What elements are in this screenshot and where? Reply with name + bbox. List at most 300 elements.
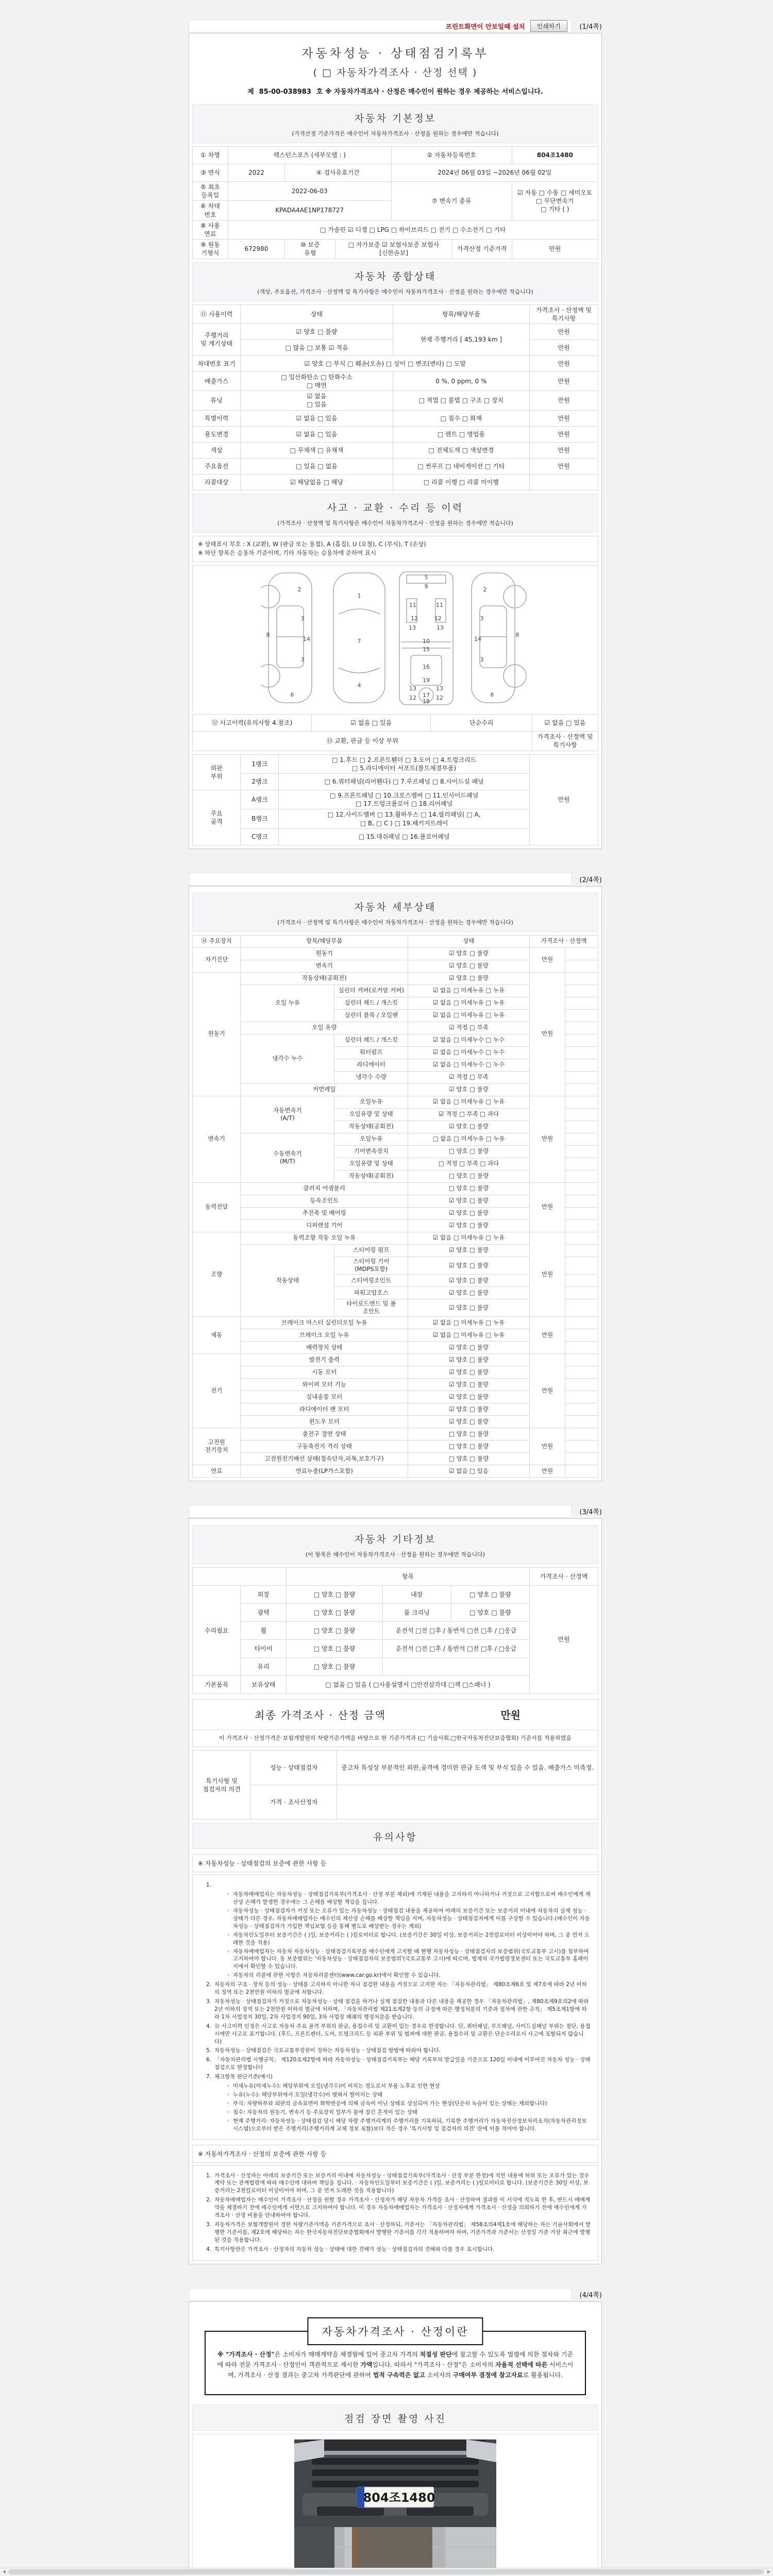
notice-item — [198, 2196, 591, 2219]
detail-status-table-cell[interactable]: ☑ 양호 □ 불량 — [408, 972, 530, 985]
etc-info-table-cell[interactable]: □ 양호 □ 불량 — [286, 1621, 382, 1639]
note-line: ※ 하단 항목은 승용차 기준이며, 기타 자동차는 승용차에 준하여 표시 — [198, 549, 377, 557]
overall-status-table-cell[interactable]: □ 많음 □ 보통 ☑ 적음 — [241, 340, 393, 355]
notice-bullet-text: 누유(누수): 해당부위에서 오일(냉각수)이 맺혀서 떨어지는 상태 — [233, 2091, 383, 2098]
note-line: ※ 상태표시 부호 : X (교환), W (판금 또는 용접), A (흠집), U (요철), C (부식), T (손상) — [198, 540, 426, 548]
detail-status-table-cell: 파워고압호스 — [334, 1286, 408, 1299]
detail-status-table-cell: 오일유량 및 상태 — [334, 1108, 408, 1121]
detail-status-table-cell: 추진축 및 베어링 — [241, 1207, 408, 1219]
toolbar-strip — [189, 873, 572, 886]
panel-rank-table-cell: 1랭크 — [241, 754, 279, 773]
etc-info-table-cell: 타이어 — [241, 1639, 287, 1657]
basic-info-table — [192, 146, 598, 259]
notice-item-text: 자동차성능 · 상태점검자가 거짓으로 자동차성능 · 상태 점검을 하거나 실제 점검한 내용과 다른 내용을 제공한 경우 「자동차관리법」, 제80조제9호의2에 따라 2년 이하의 징역 또는 2천만원 이하의 벌금에 처하며, 「자동차관리법 제21조제2항 등의 규정에 따른 행정처분의 기준과 절차에 관한 규칙」 제5조제1항에 따라 1차 사업정지 30일, 2차 사업정지 90일, 3차 사업장 폐쇄의 행정처분을 받습니다. — [214, 1998, 589, 2020]
notice-bullet-text: 자동차의 리콜에 관한 사항은 자동차리콜센터(www.car.go.kr)에서 확인할 수 있습니다. — [233, 1972, 441, 1979]
notice-bullet — [227, 1972, 591, 1979]
detail-status-table-cell — [565, 1403, 598, 1415]
basic-info-table-cell: 2024년 06월 03일 ~2026년 06월 02일 — [391, 164, 598, 182]
detail-status-table-cell[interactable]: ☑ 양호 □ 불량 — [408, 1083, 530, 1096]
detail-status-table-cell: 만원 — [530, 1182, 565, 1232]
detail-status-table-cell[interactable]: ☑ 없음 □ 미세누유 □ 누유 — [408, 1329, 530, 1341]
detail-status-table-cell: 조향 — [193, 1232, 241, 1316]
panel-rank-table-cell[interactable]: □ 1.후드 □ 2.프론트휀더 □ 3.도어 □ 4.트렁크리드 □ 5.라디에이터 서포트(볼트체결부품) — [279, 754, 530, 773]
diagram-part-11: 11 — [436, 602, 443, 609]
diagram-part-12: 12 — [434, 615, 442, 622]
overall-status-table-cell[interactable]: ☑ 해당없음 □ 해당 — [241, 474, 393, 490]
detail-status-table-cell[interactable]: ☑ 양호 □ 불량 — [408, 1195, 530, 1207]
detail-status-table-cell[interactable]: ☑ 양호 □ 불량 — [408, 1366, 530, 1378]
detail-status-table-cell: 상태 — [408, 935, 530, 947]
price-survey-info-box — [205, 2325, 586, 2395]
section-subtitle: (색상, 주요옵션, 가격조사 · 산정액 및 특기사항은 매수인이 자동차가격조사 · 산정을 원하는 경우에만 적습니다) — [257, 288, 533, 295]
diagram-part-13: 13 — [409, 624, 416, 632]
detail-status-table-cell: 고전원전기배선 상태(접속단자,피복,보호기구) — [241, 1452, 408, 1465]
etc-info-table-cell[interactable]: □ 양호 □ 불량 — [451, 1603, 529, 1621]
overall-status-table-cell: 만원 — [530, 410, 598, 426]
etc-info-table-cell[interactable]: 운전석 □전 □후 / 동반석 □전 □후 / □응급 — [382, 1639, 529, 1657]
info-text-segment: 법적 구속력은 없고 — [373, 2371, 425, 2379]
section-band — [192, 262, 598, 301]
detail-status-table-cell: 배력장치 상태 — [241, 1341, 408, 1353]
page-toolbar-1 — [189, 20, 602, 32]
detail-status-table-cell: 전기 — [193, 1353, 241, 1428]
accident-history-table-cell: ⑬ 교환, 판금 등 이상 부위 — [193, 732, 532, 751]
notice-item-number: 1. — [206, 1882, 211, 1889]
detail-status-table-cell: 만원 — [530, 947, 565, 972]
basic-info-table-cell: ④ 검사유효기간 — [285, 164, 392, 182]
etc-info-table-cell: 외장 — [241, 1585, 287, 1603]
overall-status-table-cell: 주요옵션 — [193, 458, 241, 474]
detail-status-table-cell[interactable]: ☑ 적정 □ 부족 — [408, 1022, 530, 1034]
detail-status-table-cell[interactable]: ☑ 없음 □ 미세누유 □ 누유 — [408, 1009, 530, 1022]
basic-info-table-cell[interactable]: □ 자가보증 ☑ 보험사보증 보험사[신한손보] — [335, 240, 452, 259]
overall-status-table-cell[interactable]: ☑ 없음 □ 있음 — [241, 426, 393, 442]
overall-status-table-cell: 만원 — [530, 324, 598, 340]
diagram-part-12: 12 — [409, 694, 416, 702]
detail-status-table-cell — [565, 1121, 598, 1133]
basic-info-table-cell: ① 차명 — [193, 147, 228, 164]
doc-note: ※ 자동차가격조사 · 산정은 매수인이 원하는 경우 제공하는 서비스입니다. — [325, 88, 543, 96]
notice-item-number: 1. — [206, 2172, 211, 2179]
detail-status-table-cell[interactable]: ☑ 양호 □ 불량 — [408, 1341, 530, 1353]
toolbar-strip — [189, 20, 572, 32]
detail-status-table-cell: 만원 — [530, 1096, 565, 1182]
bullet-icon: ◦ — [227, 1931, 230, 1938]
detail-status-table-cell[interactable]: ☑ 없음 □ 미세누수 □ 누수 — [408, 1046, 530, 1059]
page-indicator: (4/4쪽) — [579, 2291, 602, 2299]
detail-status-table-cell[interactable]: ☑ 없음 □ 미세누유 □ 누유 — [408, 997, 530, 1009]
accident-history-table — [192, 714, 598, 751]
detail-status-table-cell: 작동상태(공회전) — [241, 972, 408, 985]
diagram-part-15: 15 — [423, 646, 430, 653]
bullet-icon: ◦ — [227, 2117, 230, 2124]
detail-status-table-cell: 고전원 전기장치 — [193, 1428, 241, 1465]
price-survey-option[interactable]: ( □ 자동차가격조사 · 산정 선택 ) — [313, 67, 478, 78]
etc-info-table-cell: 만원 — [530, 1585, 598, 1693]
detail-status-table-cell — [565, 1341, 598, 1353]
basic-info-table-cell: ② 자동차등록번호 — [391, 147, 512, 164]
etc-info-table-cell — [382, 1657, 529, 1675]
diagram-part-11: 11 — [409, 602, 416, 609]
detail-status-table-cell — [565, 1391, 598, 1403]
overall-status-table-cell: 현재 주행거리 [ 45,193 km ] — [393, 324, 530, 355]
etc-info-table-cell — [193, 1567, 287, 1585]
bullet-icon: ◦ — [227, 1908, 230, 1914]
bullet-icon: ◦ — [227, 2100, 230, 2107]
etc-info-table-cell: 항목 — [286, 1567, 529, 1585]
detail-status-table-cell: 만원 — [530, 972, 565, 1096]
detail-status-table-cell — [565, 1299, 598, 1316]
overall-status-table-cell: ⑪ 사용이력 — [193, 304, 241, 324]
detail-status-table-cell — [565, 1046, 598, 1059]
scroll-left-icon[interactable]: ◀ — [2, 2569, 6, 2574]
overall-status-table-cell[interactable]: □ 침수 □ 화재 — [393, 410, 530, 426]
print-install-notice[interactable]: 프린트화면이 안보일때 설치 — [446, 22, 525, 30]
diagram-part-3: 3 — [480, 615, 484, 622]
notice-item-text: ⑫ 사고이력 인정은 사고로 자동차 주요 골격 부위의 판금, 용접수리 및 교환이 있는 경우로 한정합니다. 단, 쿼터패널, 루프패널, 사이드실패널 부위는 절단, 용접 시에만 사고로 표기합니다. (후드, 프론트펜더, 도어, 트렁크리드 등 외판 부위 및 범퍼에 대한 판금, 용접수리 및 교환은 단순수리로서 사고에 포함되지 않습니다) — [214, 2023, 591, 2045]
doc-no-suffix: 호 — [316, 88, 325, 96]
basic-info-table-cell: ⑨ 원동 기형식 — [193, 240, 228, 259]
detail-status-table-cell[interactable]: ☑ 양호 □ 불량 — [408, 1353, 530, 1366]
overall-status-table-cell[interactable]: □ 무채색 □ 유채색 — [241, 442, 393, 458]
etc-info-table-cell[interactable]: □ 양호 □ 불량 — [286, 1657, 382, 1675]
document-page-3 — [189, 1518, 602, 2264]
detail-status-table-cell — [565, 1182, 598, 1195]
final-price-note[interactable]: 이 가격조사 · 산정가격은 보험개발원의 차량기준가액을 바탕으로 한 기준가격과 (□ 기술사회,□한국자동차진단보증협회) 기준서를 적용하였음 — [193, 1730, 598, 1747]
diagram-part-9: 9 — [424, 583, 428, 590]
detail-status-table-cell[interactable]: ☑ 없음 □ 미세누유 □ 누유 — [408, 985, 530, 997]
notice-bullet-text: 자동차매매업자는 자동차성능 · 상태점검기록부(가격조사 · 산정 부분 제외)에 기재된 내용을 고지하지 아니하거나 거짓으로 고지함으로써 매수인에게 재산상 손해가 발생한 경우에는 그 손해를 배상할 책임을 집니다. — [233, 1891, 591, 1906]
panel-rank-table-cell[interactable]: □ 6.쿼터패널(리어휀다) □ 7.루프패널 □ 8.사이드실 패널 — [279, 774, 530, 790]
detail-status-table-cell — [565, 1083, 598, 1096]
detail-status-table-cell[interactable]: ☑ 양호 □ 불량 — [408, 1403, 530, 1415]
info-text-segment: 적절성 판단 — [419, 2350, 452, 2358]
overall-status-table-cell: 색상 — [193, 442, 241, 458]
document-page-2 — [189, 886, 602, 1481]
overall-status-table-cell: 만원 — [530, 426, 598, 442]
detail-status-table-cell[interactable]: ☑ 없음 □ 있음 — [408, 1465, 530, 1477]
panel-rank-table-cell[interactable]: □ 12.사이드멤버 □ 13.휠하우스 □ 14.필러패널( □ A, □ B, □ C ) □ 19.패키지트레이 — [279, 809, 530, 828]
bullet-icon: ◦ — [227, 2109, 230, 2115]
basic-info-table-cell[interactable]: □ 가솔린 ☑ 디젤 □ LPG □ 하이브리드 □ 전기 □ 수소전기 □ 기타 — [228, 220, 598, 239]
detail-status-table-cell[interactable]: ☑ 양호 □ 불량 — [408, 1391, 530, 1403]
overall-status-table-cell[interactable]: ☑ 없음 □ 있음 — [241, 391, 393, 410]
diagram-part-3: 3 — [300, 656, 305, 664]
diagram-part-7: 7 — [357, 638, 361, 645]
notice-item — [198, 1882, 591, 1889]
detail-status-table-cell: 실린더 헤드 / 개스킷 — [334, 997, 408, 1009]
document-column — [189, 0, 602, 2576]
detail-status-table-cell: 만원 — [530, 1316, 565, 1353]
diagram-part-13: 13 — [409, 685, 416, 692]
scrollbar-thumb[interactable] — [8, 2569, 764, 2574]
accident-history-table-cell[interactable]: ☑ 없음 □ 있음 — [312, 715, 431, 732]
detail-status-table-cell[interactable]: ☑ 없음 □ 미세누유 □ 누유 — [408, 1096, 530, 1108]
detail-status-table-cell: 오일유량 및 상태 — [334, 1158, 408, 1170]
notice-bullet-text: 현재 주행거리: 자동차성능 · 상태점검 당시 해당 차량 주행거리계의 주행거리를 기록하되, 기록한 주행거리가 자동차전산정보처리조직(자동차관리정보시스템)으로부터 받은 주행거리(주행거리계 교체 정보 포함)보다 적은 경우 '특기사항 및 점검자의 의견' 란에 이를 적어야 합니다. — [233, 2117, 587, 2132]
detail-status-table-cell: 충전구 절연 상태 — [241, 1428, 408, 1440]
detail-status-table-cell — [565, 1059, 598, 1071]
detail-status-table-cell[interactable]: □ 양호 □ 불량 — [408, 1440, 530, 1452]
detail-status-table-cell[interactable]: □ 없음 □ 미세누유 □ 누유 — [408, 1133, 530, 1145]
notice-bullet — [227, 1931, 591, 1947]
final-price-label: 최종 가격조사 · 산정 금액 — [255, 1709, 386, 1722]
accident-history-table-cell: 가격조사 · 산정액 및 특기사항 — [532, 732, 598, 751]
detail-status-table-cell: 항목/해당부품 — [241, 935, 408, 947]
detail-status-table-cell: 실린더 블록 / 오일팬 — [334, 1009, 408, 1022]
section-title: 자동차 기타정보 — [354, 1533, 436, 1545]
detail-status-table-cell: 브레이크 마스터 실린더오일 누유 — [241, 1316, 408, 1329]
notice-item — [198, 1998, 591, 2021]
overall-status-table-cell[interactable]: □ 일산화탄소 □ 탄화수소 □ 매연 — [241, 371, 393, 391]
detail-status-table-cell[interactable]: ☑ 없음 □ 미세누유 □ 누유 — [408, 1316, 530, 1329]
detail-status-table-cell[interactable]: ☑ 양호 □ 불량 — [408, 1274, 530, 1286]
detail-status-table-cell: 라디에이터 — [334, 1059, 408, 1071]
accident-history-table-cell: ⑫ 사고이력(유의사항 4.참조) — [193, 715, 312, 732]
detail-status-table-cell: 작동상태 — [241, 1244, 334, 1316]
info-text-segment: 로 활용됩니다. — [523, 2371, 563, 2379]
diagram-part-5: 5 — [424, 574, 428, 581]
detail-status-table-cell[interactable]: ☑ 양호 □ 불량 — [408, 1121, 530, 1133]
overall-status-table-cell[interactable]: ☑ 양호 □ 부식 □ 훼손(오손) □ 상이 □ 변조(변타) □ 도말 — [241, 355, 530, 371]
detail-status-table-cell[interactable]: ☑ 양호 □ 불량 — [408, 1286, 530, 1299]
detail-status-table-cell — [565, 1378, 598, 1391]
diagram-part-14: 14 — [303, 636, 310, 643]
detail-status-table-cell[interactable]: ☑ 없음 □ 미세누유 □ 누유 — [408, 1232, 530, 1244]
doc-number: 85-00-038983 — [259, 88, 311, 96]
diagram-part-1: 1 — [357, 592, 361, 600]
overall-status-table-cell — [530, 474, 598, 490]
section-subtitle: (이 항목은 매수인이 자동차가격조사 · 산정을 원하는 경우에만 적습니다) — [305, 1551, 485, 1558]
print-button[interactable]: 인쇄하기 — [530, 20, 567, 32]
detail-status-table-cell — [565, 1232, 598, 1244]
overall-status-table-cell[interactable]: □ 적법 □ 불법 □ 구조 □ 장치 — [393, 391, 530, 410]
diagram-part-8: 8 — [266, 632, 270, 639]
accident-history-table-cell[interactable]: ☑ 없음 □ 있음 — [532, 715, 598, 732]
detail-status-table-cell: 워터펌프 — [334, 1046, 408, 1059]
basic-info-table-cell: ⑤ 최초 등록일 — [193, 182, 228, 201]
section-band — [192, 1525, 598, 1564]
inspection-photo-front — [192, 2434, 598, 2576]
detail-status-table-cell — [565, 1207, 598, 1219]
panel-rank-table-cell: 주요 골격 — [193, 790, 241, 845]
notice-price-body — [192, 2165, 598, 2261]
car-damage-diagram — [192, 565, 598, 711]
panel-rank-table-cell: 2랭크 — [241, 774, 279, 790]
detail-status-table-cell: 제동 — [193, 1316, 241, 1353]
detail-status-table — [192, 935, 598, 1478]
notice-item — [198, 2047, 591, 2055]
bullet-icon: ◦ — [227, 2083, 230, 2090]
detail-status-table-cell[interactable]: ☑ 양호 □ 불량 — [408, 1299, 530, 1316]
detail-status-table-cell[interactable]: ☑ 없음 □ 미세누수 □ 누수 — [408, 1059, 530, 1071]
overall-status-table-cell: 차대번호 표기 — [193, 355, 241, 371]
detail-status-table-cell — [565, 1133, 598, 1145]
basic-info-table-cell: 가격산정 기준가격 — [452, 240, 512, 259]
detail-status-table-cell — [565, 1366, 598, 1378]
accident-history-table-cell: 단순수리 — [431, 715, 532, 732]
overall-status-table-cell: 배출가스 — [193, 371, 241, 391]
etc-info-table-cell[interactable]: □ 양호 □ 불량 — [286, 1639, 382, 1657]
inspector-opinion-table-cell: 가격 · 조사산정자 — [251, 1785, 337, 1820]
panel-rank-table-cell[interactable]: □ 9.프론트패널 □ 10.크로스멤버 □ 11.인사이드패널 □ 17.트렁크플로어 □ 18.리어패널 — [279, 790, 530, 809]
detail-status-table-cell — [565, 1034, 598, 1046]
section-band — [192, 2404, 598, 2431]
detail-status-table-cell — [565, 1009, 598, 1022]
inspector-opinion-table-cell — [337, 1785, 598, 1820]
notice-item-number: 4. — [206, 2246, 211, 2252]
notice-bullet — [227, 1948, 591, 1971]
notice-item-number: 3. — [206, 1998, 211, 2005]
inspector-opinion-table-cell: 특기사항 및 점검자의 의견 — [193, 1751, 251, 1820]
overall-status-table-cell[interactable]: □ 리콜 이행 □ 리콜 미이행 — [393, 474, 530, 490]
notice-item-number: 3. — [206, 2221, 211, 2228]
detail-status-table-cell — [565, 1353, 598, 1366]
notice-bullet-text: 자동차인도일부터 보증기간은 ( )일, 보증거리는 ( )킬로미터로 합니다. (보증기간은 30일 이상, 보증거리는 2천킬로미터 이상이어야 하며, 그 중 먼저 도래한 것을 적용) — [233, 1931, 590, 1946]
detail-status-table-cell[interactable]: ☑ 양호 □ 불량 — [408, 1378, 530, 1391]
overall-status-table-cell[interactable]: ☑ 없음 □ 있음 — [241, 410, 393, 426]
overall-status-table-cell[interactable]: □ 있음 □ 없음 — [241, 458, 393, 474]
diagram-part-8: 8 — [515, 632, 519, 639]
document-number-line — [192, 86, 598, 96]
notice-item — [198, 2023, 591, 2046]
basic-info-table-cell: 804조1480 — [512, 147, 598, 164]
notice-bullet-text: 미세누유(미세누수): 해당부위에 오일(냉각수)이 비치는 정도로서 부품 노후로 인한 현상 — [233, 2083, 440, 2090]
detail-status-table-cell — [565, 1145, 598, 1158]
detail-status-table-cell[interactable]: □ 양호 □ 불량 — [408, 1182, 530, 1195]
scroll-right-icon[interactable]: ▶ — [767, 2569, 771, 2574]
info-text-segment: 자율적 선택에 따른 — [495, 2361, 548, 2368]
detail-status-table-cell[interactable]: ☑ 양호 □ 불량 — [408, 1257, 530, 1274]
detail-status-table-cell: 실린더 커버(로커암 커버) — [334, 985, 408, 997]
detail-status-table-cell: 연료누출(LP가스포함) — [241, 1465, 408, 1477]
info-text-segment: 은 소비자가 매매계약을 체결함에 있어 중고차 가격의 — [274, 2350, 420, 2358]
info-text-segment: 구매여부 결정에 참고자료 — [452, 2371, 523, 2379]
etc-info-table-cell[interactable]: 운전석 □전 □후 / 동반석 □전 □후 / □응급 — [382, 1621, 529, 1639]
info-text-segment: ※ — [217, 2350, 226, 2358]
detail-status-table-cell[interactable]: □ 양호 □ 불량 — [408, 1428, 530, 1440]
basic-info-table-cell[interactable]: ☑ 자동 □ 수동 □ 세미오토 □ 무단변속기 □ 기타 ( ) — [512, 182, 598, 221]
detail-status-table-cell[interactable]: ☑ 양호 □ 불량 — [408, 1415, 530, 1428]
detail-status-table-cell: 변속기 — [241, 960, 408, 972]
detail-status-table-cell — [565, 972, 598, 985]
etc-info-table-cell[interactable]: □ 양호 □ 불량 — [451, 1585, 529, 1603]
bullet-icon: ◦ — [227, 1948, 230, 1955]
diagram-part-12: 12 — [436, 694, 443, 702]
detail-status-table-cell: 동력전달 — [193, 1182, 241, 1232]
basic-info-table-cell: 2022-06-03 — [228, 182, 391, 201]
notice-price-head: ※ 자동차가격조사 · 산정의 보증에 관한 사항 등 — [192, 2145, 598, 2163]
notice-item — [198, 1981, 591, 1996]
detail-status-table-cell — [565, 997, 598, 1009]
detail-status-table-cell — [565, 1108, 598, 1121]
diagram-part-3: 3 — [480, 656, 484, 664]
panel-rank-table-cell: B랭크 — [241, 809, 279, 828]
detail-status-table-cell[interactable]: □ 적정 □ 부족 □ 과다 — [408, 1158, 530, 1170]
detail-status-table-cell — [565, 1022, 598, 1034]
page-toolbar-2 — [189, 873, 602, 886]
overall-status-table-cell: 상태 — [241, 304, 393, 324]
overall-status-table-cell[interactable]: ☑ 양호 □ 불량 — [241, 324, 393, 340]
overall-status-table-cell: 만원 — [530, 458, 598, 474]
detail-status-table-cell: 원동기 — [193, 972, 241, 1096]
panel-rank-table-cell[interactable]: □ 15.대쉬패널 □ 16.플로어패널 — [279, 828, 530, 845]
final-price-value: 만원 — [500, 1709, 520, 1722]
notice-item-number: 6. — [206, 2057, 211, 2063]
section-subtitle: (가격조사 · 산정액 및 특기사항은 매수인이 자동차가격조사 · 산정을 원하는 경우에만 적습니다) — [277, 919, 513, 926]
notice-item-number: 2. — [206, 1981, 211, 1988]
inspector-opinion-table-cell: 성능 · 상태점검자 — [251, 1751, 337, 1785]
detail-status-table-cell[interactable]: ☑ 양호 □ 불량 — [408, 1207, 530, 1219]
notice-item — [198, 2246, 591, 2253]
diagram-part-19: 19 — [423, 677, 430, 684]
diagram-part-13: 13 — [436, 624, 444, 632]
diagram-part-18: 18 — [423, 698, 430, 705]
detail-status-table-cell: 동력조향 작동 오일 누유 — [241, 1232, 408, 1244]
detail-status-table-cell: 작동상태(공회전) — [334, 1170, 408, 1182]
final-price-box — [192, 1699, 598, 1748]
detail-status-table-cell[interactable]: ☑ 적정 □ 부족 — [408, 1071, 530, 1083]
basic-info-table-cell: ⑧ 사용 연료 — [193, 220, 228, 239]
detail-status-table-cell[interactable]: □ 양호 □ 불량 — [408, 1452, 530, 1465]
etc-info-table-cell: 유리 — [241, 1657, 287, 1675]
overall-status-table-cell[interactable]: □ 렌트 □ 영업용 — [393, 426, 530, 442]
etc-info-table-cell: 휠 — [241, 1621, 287, 1639]
diagram-part-17: 17 — [423, 692, 430, 699]
detail-status-table-cell[interactable]: ☑ 양호 □ 불량 — [408, 1219, 530, 1232]
detail-status-table-cell: 클러치 어셈블리 — [241, 1182, 408, 1195]
page-toolbar-3 — [189, 1505, 602, 1518]
basic-info-table-cell: ⑦ 변속기 종류 — [391, 182, 512, 221]
horizontal-scrollbar[interactable] — [0, 2568, 773, 2576]
notice-item-text: 특기사항란은 가격조사 · 산정자의 자동차 성능 · 상태에 대한 견해가 성능 · 상태점검자의 견해와 다를 경우 표시합니다. — [214, 2246, 495, 2252]
notice-bullet — [227, 2100, 591, 2108]
basic-info-table-cell: ⑥ 차대 번호 — [193, 201, 228, 220]
detail-status-table-cell[interactable]: ☑ 양호 □ 불량 — [408, 947, 530, 960]
overall-status-table-cell[interactable]: □ 전체도색 □ 색상변경 — [393, 442, 530, 458]
detail-status-table-cell — [565, 1428, 598, 1440]
etc-info-table-cell[interactable]: □ 양호 □ 불량 — [286, 1603, 382, 1621]
overall-status-table-cell: 항목/해당부품 — [393, 304, 530, 324]
overall-status-table-cell: 가격조사 · 산정액 및 특기사항 — [530, 304, 598, 324]
etc-info-table-cell: 광택 — [241, 1603, 287, 1621]
detail-status-table-cell[interactable]: □ 양호 □ 불량 — [408, 1145, 530, 1158]
etc-info-table-cell[interactable]: □ 없음 □ 있음 ( □사용설명서 □안전삼각대 □잭 □스패너 ) — [286, 1675, 529, 1693]
bullet-icon: ◦ — [227, 2091, 230, 2098]
detail-status-table-cell — [565, 1257, 598, 1274]
detail-status-table-cell[interactable]: ☑ 양호 □ 불량 — [408, 1244, 530, 1257]
overall-status-table-cell[interactable]: □ 썬루프 □ 네비게이션 □ 기타 — [393, 458, 530, 474]
diagram-part-6: 6 — [290, 691, 294, 699]
detail-status-table-cell[interactable]: ☑ 없음 □ 미세누수 □ 누수 — [408, 1034, 530, 1046]
section-title: 사고 · 교환 · 수리 등 이력 — [327, 502, 464, 514]
basic-info-table-cell: 2022 — [228, 164, 284, 182]
detail-status-table-cell — [565, 1244, 598, 1257]
overall-status-table-cell: 주행거리 및 계기상태 — [193, 324, 241, 355]
detail-status-table-cell[interactable]: ☑ 양호 □ 불량 — [408, 960, 530, 972]
info-text-segment: 입니다. 따라서 "가격조사 · 산정"은 소비자의 — [372, 2361, 496, 2368]
detail-status-table-cell — [565, 985, 598, 997]
overall-status-table-cell: 만원 — [530, 391, 598, 410]
detail-status-table-cell[interactable]: □ 양호 □ 불량 — [408, 1170, 530, 1182]
notice-bullet — [227, 2109, 591, 2116]
detail-status-table-cell[interactable]: ☑ 적정 □ 부족 □ 과다 — [408, 1108, 530, 1121]
etc-info-table-cell: 보유상태 — [241, 1675, 287, 1693]
overall-status-table — [192, 304, 598, 490]
etc-info-table — [192, 1567, 598, 1694]
etc-info-table-cell[interactable]: □ 양호 □ 불량 — [286, 1585, 382, 1603]
detail-status-table-cell: 실린더 헤드 / 개스킷 — [334, 1034, 408, 1046]
